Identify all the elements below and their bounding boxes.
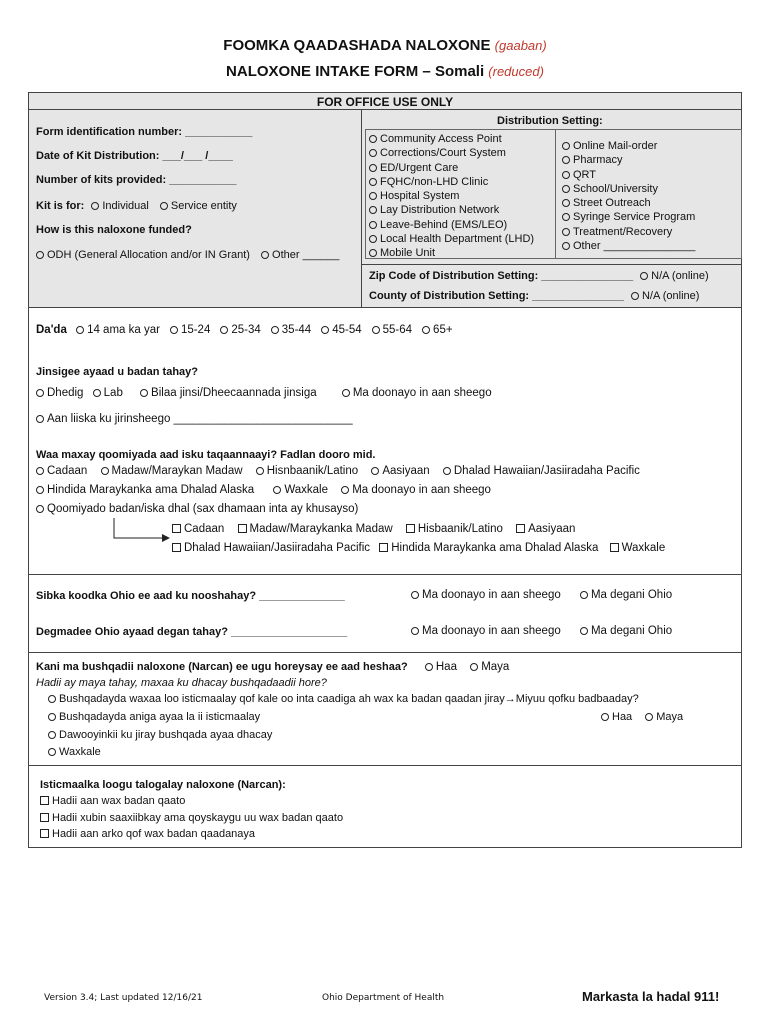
dist-setting-option: Street Outreach [573, 197, 651, 210]
radio-icon[interactable] [36, 415, 44, 423]
narcan-question-row [36, 661, 509, 673]
dist-setting-row [369, 246, 534, 260]
city-question-row [36, 626, 347, 638]
race-sub1 [172, 523, 575, 535]
zip-na-option: N/A (online) [651, 270, 709, 282]
race-sub-native: Hindida Maraykanka ama Dhalad Alaska [391, 542, 599, 554]
age-option: 25-34 [231, 324, 261, 336]
radio-icon[interactable] [273, 486, 281, 494]
race-sub-pacific: Dhalad Hawaiian/Jasiiradaha Pacific [184, 542, 371, 554]
use-heading: Isticmaalka loogu talogalay naloxone (Narcan): [40, 779, 286, 791]
radio-icon[interactable] [601, 713, 609, 721]
radio-icon[interactable] [48, 731, 56, 739]
dist-setting-row [369, 161, 534, 175]
radio-icon[interactable] [369, 164, 377, 172]
dist-setting-option: School/University [573, 182, 658, 195]
radio-icon[interactable] [91, 202, 99, 210]
county-question-row [36, 590, 345, 602]
radio-icon[interactable] [36, 389, 44, 397]
gender-nonbinary: Bilaa jinsi/Dheecaannada jinsiga [151, 387, 317, 399]
gender-row [36, 387, 492, 399]
radio-icon[interactable] [36, 505, 44, 513]
city-no-answer: Ma doonayo in aan sheego [422, 625, 561, 637]
dist-heading: Distribution Setting: [497, 115, 603, 127]
radio-icon[interactable] [369, 249, 377, 257]
survived-question: Miyuu qofku badbaaday? [515, 693, 639, 705]
checkbox-icon[interactable] [172, 543, 181, 552]
call-911-text: Markasta la hadal 911! [582, 989, 720, 1004]
narcan-reason-4: Waxkale [59, 746, 101, 758]
race-row1 [36, 465, 640, 477]
dist-setting-option: Local Health Department (LHD) [380, 233, 535, 246]
radio-icon[interactable] [562, 199, 570, 207]
radio-icon[interactable] [256, 467, 264, 475]
radio-icon[interactable] [562, 185, 570, 193]
arrow-icon [110, 518, 174, 542]
dist-setting-row [562, 182, 695, 196]
county-question[interactable]: Sibka koodka Ohio ee aad ku nooshahay? ______________ [36, 590, 345, 602]
radio-icon[interactable] [562, 242, 570, 250]
kit-count-field[interactable]: Number of kits provided: ___________ [36, 174, 237, 186]
dist-setting-option: QRT [573, 168, 597, 181]
narcan-reason-2: Bushqadayda aniga ayaa la ii isticmaalay [59, 711, 261, 723]
divider [362, 264, 742, 265]
dist-setting-option: Corrections/Court System [380, 147, 506, 160]
narcan-reason-2-row [48, 711, 260, 723]
form-subtitle [0, 63, 770, 80]
use-item-3: Hadii aan arko qof wax badan qaadanaya [52, 828, 256, 840]
age-option: 65+ [433, 324, 453, 336]
arrow-right-icon: → [504, 693, 516, 705]
checkbox-icon[interactable] [40, 829, 49, 838]
radio-icon[interactable] [369, 221, 377, 229]
county-no-answer: Ma doonayo in aan sheego [422, 589, 561, 601]
narcan-reason-4-row [48, 746, 101, 758]
radio-icon[interactable] [369, 135, 377, 143]
radio-icon[interactable] [48, 713, 56, 721]
county-options [411, 589, 672, 601]
dist-setting-option: Leave-Behind (EMS/LEO) [380, 218, 508, 231]
checkbox-icon[interactable] [379, 543, 388, 552]
radio-icon[interactable] [342, 389, 350, 397]
radio-icon[interactable] [93, 389, 101, 397]
radio-icon[interactable] [48, 748, 56, 756]
title-text: FOOMKA QAADASHADA NALOXONE [223, 37, 491, 54]
narcan-yes: Haa [435, 661, 457, 673]
narcan-reason-3: Dawooyinkii ku jiray bushqada ayaa dhacay [59, 729, 273, 741]
radio-icon[interactable] [321, 326, 329, 334]
dist-setting-option: FQHC/non-LHD Clinic [380, 175, 489, 188]
narcan-question: Kani ma bushqadii naloxone (Narcan) ee ugu horeysay ee aad heshaa? [36, 661, 408, 673]
dist-col1 [369, 132, 534, 261]
dist-col2 [562, 139, 695, 253]
radio-icon[interactable] [101, 467, 109, 475]
radio-icon[interactable] [371, 467, 379, 475]
radio-icon[interactable] [369, 206, 377, 214]
survived-no: Maya [656, 711, 684, 723]
form-title [0, 37, 770, 54]
county-row [369, 290, 699, 302]
checkbox-icon[interactable] [40, 796, 49, 805]
radio-icon[interactable] [645, 713, 653, 721]
county-field[interactable]: County of Distribution Setting: _______________ [369, 290, 624, 302]
use-item-2-row [40, 812, 343, 824]
checkbox-icon[interactable] [406, 524, 415, 533]
divider [28, 307, 742, 308]
funded-other: Other ______ [272, 249, 340, 261]
race-pacific: Dhalad Hawaiian/Jasiiradaha Pacific [453, 465, 640, 477]
dist-setting-row [562, 139, 695, 153]
gender-other[interactable]: Aan liiska ku jirinsheego ____________________________ [47, 413, 353, 425]
dist-setting-option: Syringe Service Program [573, 211, 696, 224]
dist-setting-row [562, 239, 695, 253]
checkbox-icon[interactable] [172, 524, 181, 533]
narcan-sub: Hadii ay maya tahay, maxaa ku dhacay bushqadaadii hore? [36, 677, 327, 689]
age-option: 35-44 [281, 324, 312, 336]
kit-date-field[interactable]: Date of Kit Distribution: ___/___ /____ [36, 150, 233, 162]
race-sub-hispanic: Hisbaanik/Latino [417, 523, 503, 535]
county-not-ohio: Ma degani Ohio [590, 589, 673, 601]
narcan-reason-1-row [48, 693, 639, 705]
radio-icon[interactable] [341, 486, 349, 494]
age-option: 15-24 [180, 324, 211, 336]
radio-icon[interactable] [369, 235, 377, 243]
dist-setting-option: Other _______________ [573, 240, 696, 253]
kit-for-individual: Individual [102, 200, 149, 212]
dist-setting-option: Mobile Unit [380, 247, 436, 260]
kit-for-label: Kit is for: [36, 200, 85, 212]
city-options [411, 625, 672, 637]
city-question[interactable]: Degmadee Ohio ayaad degan tahay? ___________________ [36, 626, 348, 638]
radio-icon[interactable] [562, 213, 570, 221]
version-text: Version 3.4; Last updated 12/16/21 [44, 993, 203, 1003]
radio-icon[interactable] [170, 326, 178, 334]
age-row [36, 324, 453, 336]
radio-icon[interactable] [640, 272, 648, 280]
use-item-3-row [40, 828, 255, 840]
dist-setting-option: Online Mail-order [573, 140, 658, 152]
kit-for-row [36, 200, 237, 212]
narcan-reason-1: Bushqadayda waxaa loo isticmaalay qof kale oo inta caadiga ah wax ka badan qaadan jiray [59, 693, 505, 705]
radio-icon[interactable] [369, 192, 377, 200]
race-hispanic: Hisnbaanik/Latino [266, 465, 359, 477]
dist-setting-row [369, 232, 534, 246]
use-item-2: Hadii xubin saaxiibkay ama qoyskaygu uu wax badan qaato [52, 812, 344, 824]
use-item-1: Hadii aan wax badan qaato [52, 795, 186, 807]
divider [555, 129, 556, 259]
age-options [70, 324, 453, 336]
gender-female: Dhedig [47, 387, 84, 399]
radio-icon[interactable] [140, 389, 148, 397]
radio-icon[interactable] [562, 156, 570, 164]
dist-setting-option: Hospital System [380, 190, 460, 203]
dist-setting-option: Community Access Point [380, 133, 502, 145]
city-not-ohio: Ma degani Ohio [590, 625, 673, 637]
gender-other-row [36, 413, 353, 425]
race-sub-white: Cadaan [184, 523, 225, 535]
checkbox-icon[interactable] [238, 524, 247, 533]
dist-setting-row [562, 225, 695, 239]
divider [28, 574, 742, 575]
funded-row [36, 249, 339, 261]
radio-icon[interactable] [372, 326, 380, 334]
narcan-reason-3-row [48, 729, 272, 741]
radio-icon[interactable] [369, 149, 377, 157]
dist-setting-option: Lay Distribution Network [380, 204, 500, 217]
radio-icon[interactable] [220, 326, 228, 334]
checkbox-icon[interactable] [516, 524, 525, 533]
dist-setting-option: Pharmacy [573, 154, 623, 167]
race-sub2 [172, 542, 665, 554]
dist-setting-row [369, 175, 534, 189]
radio-icon[interactable] [562, 171, 570, 179]
race-asian: Aasiyaan [382, 465, 430, 477]
age-option: 45-54 [332, 324, 362, 336]
race-other: Waxkale [284, 484, 328, 496]
title-tag: (gaaban) [494, 38, 547, 53]
race-question: Waa maxay qoomiyada aad isku taqaannaayi? Fadlan dooro mid. [36, 449, 376, 461]
divider [28, 652, 742, 653]
race-sub-other: Waxkale [621, 542, 666, 554]
radio-icon[interactable] [562, 228, 570, 236]
checkbox-icon[interactable] [610, 543, 619, 552]
radio-icon[interactable] [631, 292, 639, 300]
radio-icon[interactable] [369, 178, 377, 186]
funded-label: How is this naloxone funded? [36, 224, 192, 236]
gender-no-answer: Ma doonayo in aan sheego [352, 387, 492, 399]
radio-icon[interactable] [36, 486, 44, 494]
radio-icon[interactable] [48, 695, 56, 703]
zip-field[interactable]: Zip Code of Distribution Setting: _______________ [369, 270, 634, 282]
dist-setting-row [562, 168, 695, 182]
dist-setting-option: Treatment/Recovery [573, 225, 673, 238]
narcan-no: Maya [481, 661, 510, 673]
use-item-1-row [40, 795, 185, 807]
radio-icon[interactable] [271, 326, 279, 334]
race-sub-asian: Aasiyaan [528, 523, 576, 535]
radio-icon[interactable] [580, 591, 588, 599]
subtitle-tag: (reduced) [488, 64, 544, 79]
gender-question: Jinsigee ayaad u badan tahay? [36, 366, 199, 378]
dist-setting-row [562, 196, 695, 210]
radio-icon[interactable] [261, 251, 269, 259]
dist-setting-row [562, 153, 695, 167]
race-no-answer: Ma doonayo in aan sheego [352, 484, 491, 496]
radio-icon[interactable] [470, 663, 478, 671]
dist-setting-row [369, 189, 534, 203]
funded-odh: ODH (General Allocation and/or IN Grant) [47, 249, 250, 261]
radio-icon[interactable] [411, 627, 419, 635]
race-multi: Qoomiyado badan/iska dhal (sax dhamaan inta ay khusayso) [47, 503, 359, 515]
race-multi-row [36, 503, 358, 515]
kit-for-entity: Service entity [170, 200, 237, 212]
survived-yes: Haa [612, 711, 633, 723]
survived-options [601, 711, 683, 723]
subtitle-text: NALOXONE INTAKE FORM – Somali [226, 63, 485, 80]
dist-setting-row [369, 203, 534, 217]
dist-setting-row [369, 146, 534, 160]
gender-male: Lab [103, 387, 123, 399]
radio-icon[interactable] [411, 591, 419, 599]
age-option: 55-64 [382, 324, 413, 336]
radio-icon[interactable] [76, 326, 84, 334]
radio-icon[interactable] [36, 251, 44, 259]
checkbox-icon[interactable] [40, 813, 49, 822]
office-heading: FOR OFFICE USE ONLY [316, 95, 454, 109]
radio-icon[interactable] [160, 202, 168, 210]
dist-setting-option: ED/Urgent Care [380, 161, 459, 174]
dist-setting-row [369, 132, 534, 146]
age-option: 14 ama ka yar [87, 324, 160, 336]
race-row2 [36, 484, 491, 496]
radio-icon[interactable] [422, 326, 430, 334]
dist-setting-row [369, 218, 534, 232]
radio-icon[interactable] [443, 467, 451, 475]
radio-icon[interactable] [36, 467, 44, 475]
dist-setting-row [562, 210, 695, 224]
department-text: Ohio Department of Health [322, 993, 445, 1003]
divider [28, 765, 742, 766]
form-id-field[interactable]: Form identification number: ___________ [36, 126, 253, 138]
radio-icon[interactable] [580, 627, 588, 635]
race-black: Madaw/Maraykan Madaw [111, 465, 243, 477]
race-sub-black: Madaw/Maraykanka Madaw [249, 523, 393, 535]
race-native: Hindida Maraykanka ama Dhalad Alaska [47, 484, 255, 496]
age-label: Da'da [36, 324, 67, 336]
race-white: Cadaan [47, 465, 88, 477]
county-na-option: N/A (online) [641, 290, 700, 302]
zip-row [369, 270, 709, 282]
radio-icon[interactable] [562, 142, 570, 150]
radio-icon[interactable] [425, 663, 433, 671]
